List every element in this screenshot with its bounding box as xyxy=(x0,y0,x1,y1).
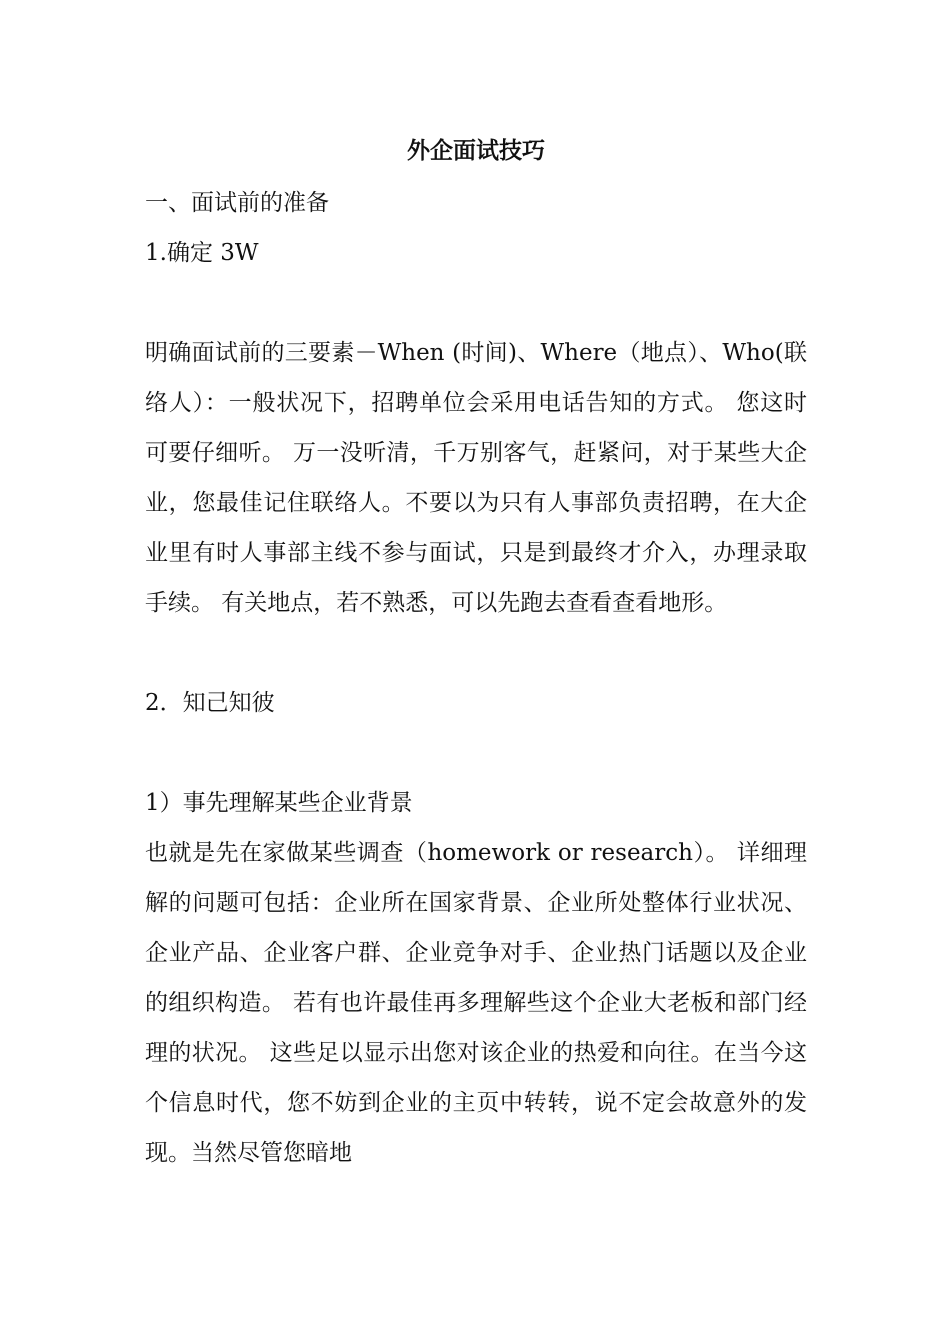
document-title: 外企面试技巧 xyxy=(407,137,545,164)
section-heading-know-yourself: 2．知己知彼 xyxy=(145,690,275,716)
blank-line xyxy=(145,728,807,778)
blank-line xyxy=(145,628,807,678)
subsection-heading-company-background: 1）事先理解某些企业背景 xyxy=(145,790,413,816)
section-heading-preparation: 一、面试前的准备 xyxy=(145,190,329,216)
paragraph-company-background: 也就是先在家做某些调查（homework or research）。 详细理解的问题可包括：企业所在国家背景、企业所处整体行业状况、企业产品、企业客户群、企业竞争对手、企业热门话题以及企业的组织构造。 若有也许最佳再多理解些这个企业大老板和部门经理的状况。 这些足以显示出您对该企业的热爱和向往。在当今这个信息时代，您不妨到企业的主页中转转，说不定会故意外的发现。当然尽管您暗地 xyxy=(145,840,807,1166)
paragraph-3w: 明确面试前的三要素－When (时间)、Where（地点）、Who(联络人）：一般状况下，招聘单位会采用电话告知的方式。 您这时可要仔细听。 万一没听清，千万别客气，赶紧问，对于某些大企业，您最佳记住联络人。不要以为只有人事部负责招聘，在大企业里有时人事部主线不参与面试，只是到最终才介入，办理录取手续。 有关地点，若不熟悉，可以先跑去查看查看地形。 xyxy=(145,340,807,616)
blank-line xyxy=(145,278,807,328)
subsection-heading-3w: 1.确定 3W xyxy=(145,240,259,266)
document-page xyxy=(145,132,807,1178)
